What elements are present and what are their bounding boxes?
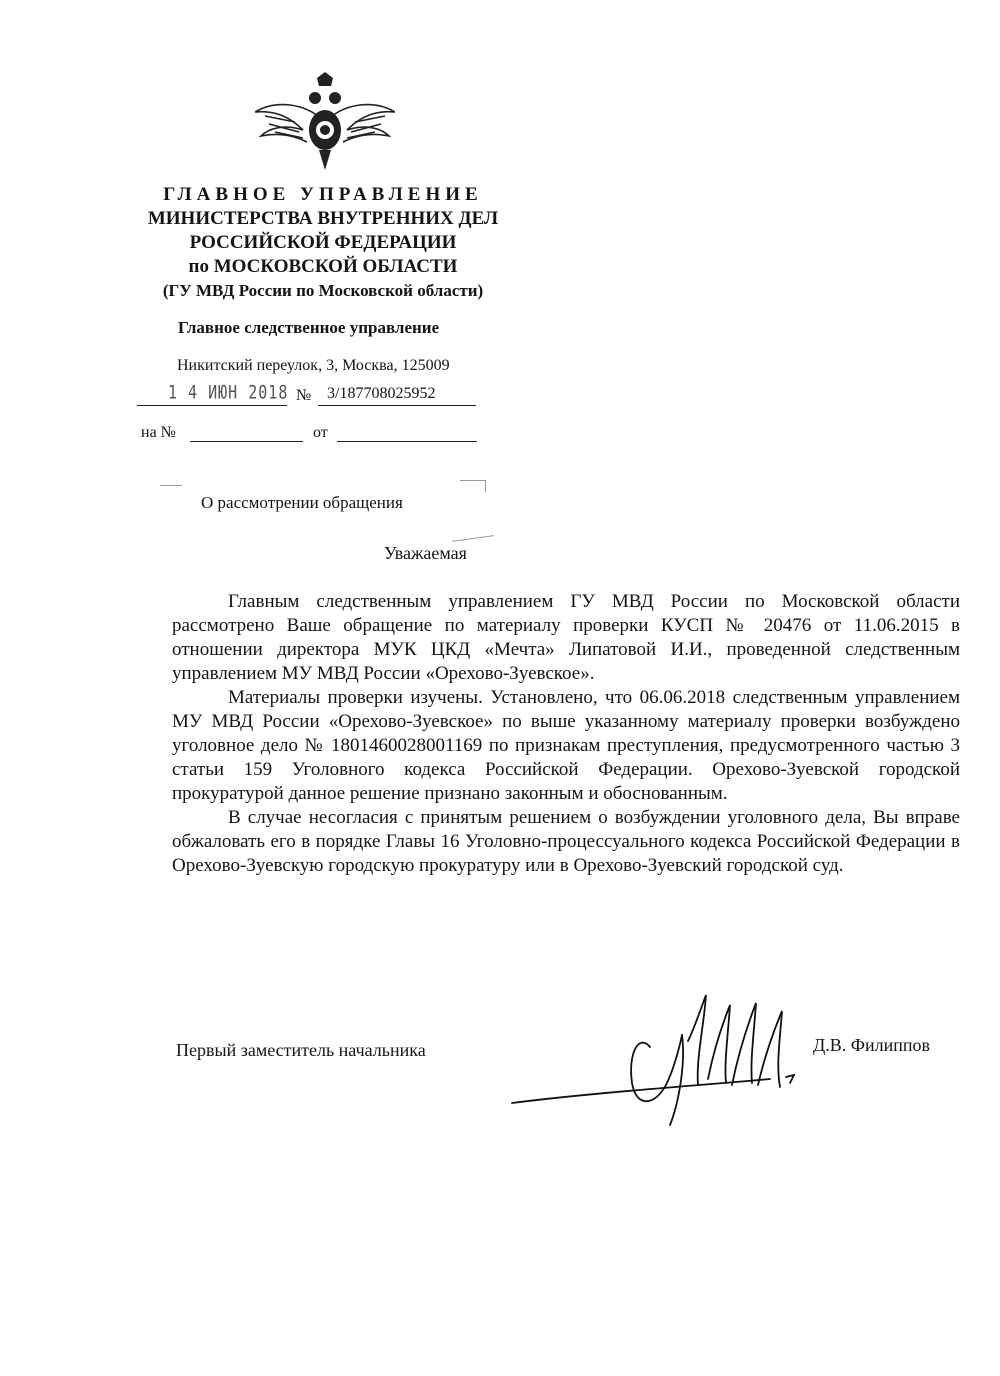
greeting: Уважаемая <box>384 543 467 563</box>
signatory-name: Д.В. Филиппов <box>813 1035 931 1055</box>
reference-label: на № <box>141 424 176 441</box>
number-label: № <box>296 387 312 404</box>
department-name: Главное следственное управление <box>178 318 440 337</box>
date-stamp: 1 4 ИЮН 2018 <box>168 380 289 404</box>
reference-underline <box>190 441 303 442</box>
org-line-2: МИНИСТЕРСТВА ВНУТРЕННИХ ДЕЛ <box>147 208 499 229</box>
organization-header <box>118 183 528 303</box>
handwritten-signature <box>510 975 810 1135</box>
org-line-1: ГЛАВНОЕ УПРАВЛЕНИЕ <box>163 184 483 205</box>
signatory-title: Первый заместитель начальника <box>176 1040 426 1060</box>
emblem-icon <box>255 72 395 172</box>
address: Никитский переулок, 3, Москва, 125009 <box>177 357 450 374</box>
org-line-3: РОССИЙСКОЙ ФЕДЕРАЦИИ <box>189 232 457 253</box>
from-underline <box>337 441 477 442</box>
greeting-mark <box>452 535 494 542</box>
paragraph-1: Главным следственным управлением ГУ МВД России по Московской области рассмотрено Ваше обращение по материалу проверки КУСП № 20476 от 11.06.2015 в отношении директора МУК ЦКД «Мечта» Липатовой И.И., проведенной следственным управлением МУ МВД России «Орехово-Зуевское». <box>172 591 960 684</box>
date-underline <box>137 405 287 406</box>
org-line-4: по МОСКОВСКОЙ ОБЛАСТИ <box>188 256 458 277</box>
number-underline <box>318 405 476 406</box>
paragraph-3: В случае несогласия с принятым решением о возбуждении уголовного дела, Вы вправе обжаловать его в порядке Главы 16 Уголовно-процессуального кодекса Российской Федерации в Орехово-Зуевскую городскую прокуратуру или в Орехово-Зуевский городской суд. <box>172 807 960 876</box>
from-label: от <box>313 424 328 441</box>
paragraph-2: Материалы проверки изучены. Установлено, что 06.06.2018 следственным управлением МУ МВД России «Орехово-Зуевское» по выше указанному материалу проверки возбуждено уголовное дело № 1801460028001169 по признакам преступления, предусмотренного частью 3 статьи 159 Уголовного кодекса Российской Федерации. Орехово-Зуевской городской прокуратурой данное решение признано законным и обоснованным. <box>172 687 960 804</box>
registration-number: 3/187708025952 <box>327 385 436 402</box>
corner-mark-right <box>460 480 486 481</box>
letter-body <box>172 590 960 878</box>
subject-line: О рассмотрении обращения <box>201 493 403 512</box>
org-line-5: (ГУ МВД России по Московской области) <box>162 281 484 300</box>
corner-mark-right-tick <box>485 480 486 492</box>
corner-mark-left <box>160 485 182 486</box>
